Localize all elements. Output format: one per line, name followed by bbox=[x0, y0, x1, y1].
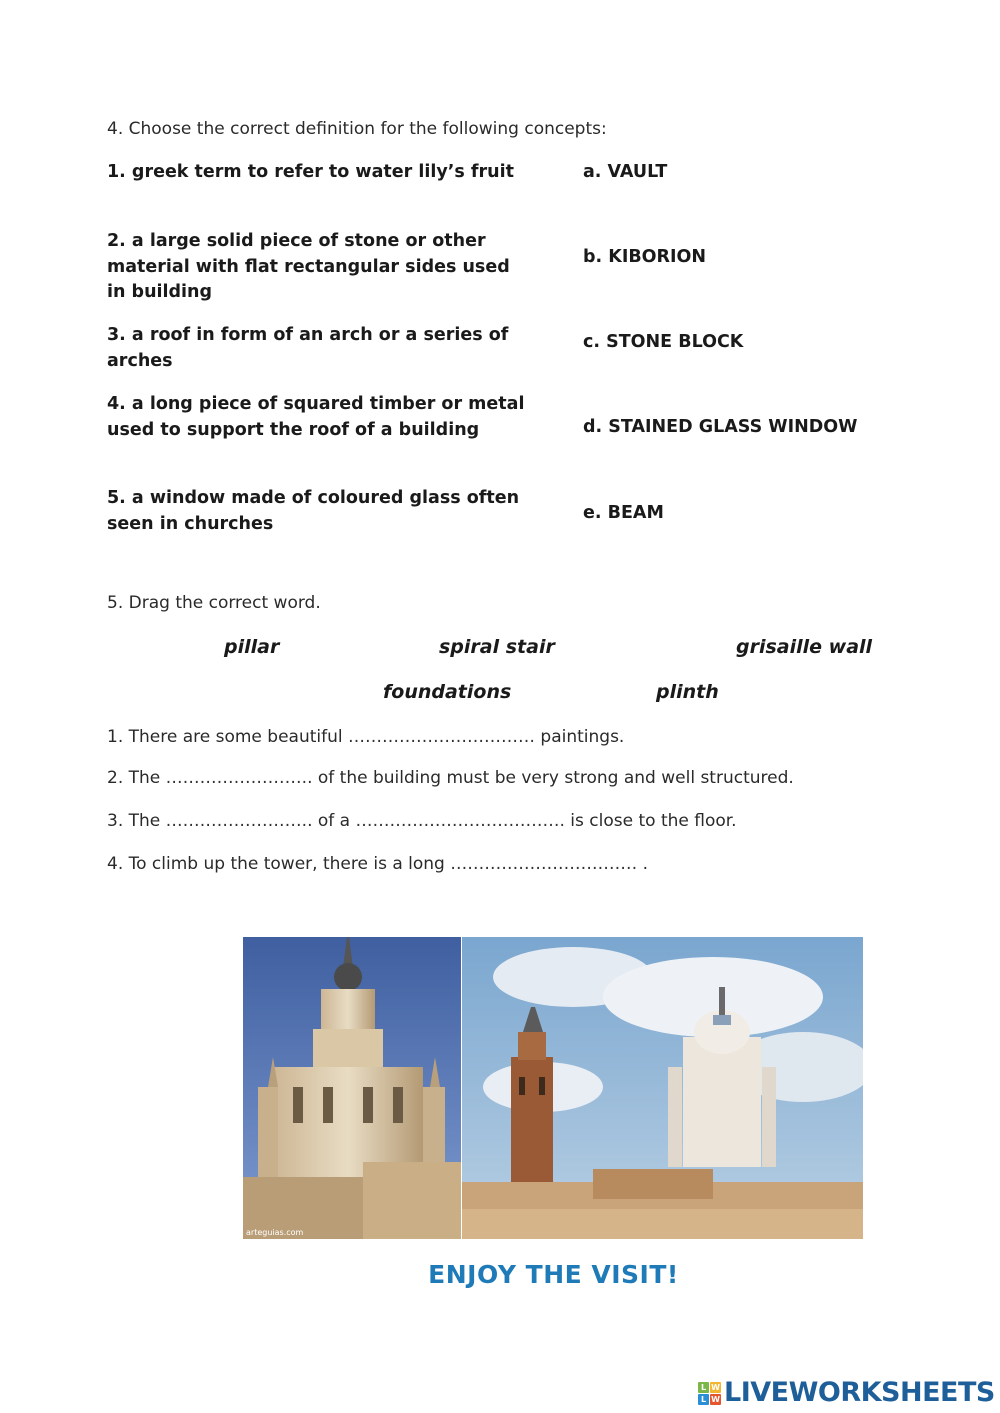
liveworksheets-logo-icon bbox=[698, 1382, 721, 1405]
option-c[interactable]: c. STONE BLOCK bbox=[583, 332, 744, 352]
liveworksheets-logo[interactable] bbox=[698, 1378, 995, 1408]
definition-2: 2. a large solid piece of stone or other material with flat rectangular sides used in building bbox=[107, 231, 510, 302]
sentence-3-blank-1[interactable]: ……………………. bbox=[165, 811, 308, 831]
option-b[interactable]: b. KIBORION bbox=[583, 247, 707, 267]
enjoy-the-visit-banner: ENJOY THE VISIT! bbox=[428, 1260, 679, 1289]
logo-tile-yellow: W bbox=[711, 1382, 720, 1392]
exercise-4-heading: 4. Choose the correct definition for the following concepts: bbox=[107, 119, 607, 139]
sentence-3-text-c: is close to the floor. bbox=[564, 811, 737, 831]
option-a[interactable]: a. VAULT bbox=[583, 162, 668, 182]
drag-word-foundations[interactable]: foundations bbox=[383, 681, 512, 703]
sentence-3-text-b: . of a bbox=[307, 811, 356, 831]
sentence-2-blank[interactable]: ……………………. bbox=[165, 768, 308, 788]
sentence-4-text-b: . bbox=[637, 854, 649, 874]
cathedral-photo bbox=[243, 937, 863, 1239]
sentence-4 bbox=[107, 854, 648, 874]
definition-4: 4. a long piece of squared timber or metal used to support the roof of a building bbox=[107, 394, 525, 440]
sentence-1-text-a: 1. There are some beautiful bbox=[107, 727, 349, 747]
photo-credit: arteguias.com bbox=[246, 1228, 304, 1237]
sentence-1-text-b: paintings. bbox=[535, 727, 625, 747]
logo-tile-blue: L bbox=[698, 1394, 709, 1405]
drag-word-plinth[interactable]: plinth bbox=[656, 681, 719, 703]
sentence-1-blank[interactable]: …………………………… bbox=[348, 727, 536, 747]
exercise-5-heading: 5. Drag the correct word. bbox=[107, 593, 321, 613]
definition-5: 5. a window made of coloured glass often seen in churches bbox=[107, 488, 520, 534]
definition-3: 3. a roof in form of an arch or a series of arches bbox=[107, 325, 509, 371]
definition-1: 1. greek term to refer to water lily’s fruit bbox=[107, 162, 514, 182]
drag-word-spiral-stair[interactable]: spiral stair bbox=[439, 636, 555, 658]
sentence-4-blank[interactable]: …………………………… bbox=[450, 854, 638, 874]
logo-tile-red: W bbox=[711, 1394, 720, 1404]
cathedral-photo-collage bbox=[243, 937, 863, 1239]
sentence-4-text-a: 4. To climb up the tower, there is a long bbox=[107, 854, 451, 874]
logo-tile-green: L bbox=[698, 1382, 709, 1393]
option-d[interactable]: d. STAINED GLASS WINDOW bbox=[583, 417, 858, 437]
sentence-3-text-a: 3. The bbox=[107, 811, 166, 831]
drag-word-grisaille-wall[interactable]: grisaille wall bbox=[736, 636, 873, 658]
sentence-2 bbox=[107, 768, 794, 788]
sentence-2-text-a: 2. The bbox=[107, 768, 166, 788]
liveworksheets-wordmark: LIVEWORKSHEETS bbox=[724, 1377, 995, 1408]
option-e[interactable]: e. BEAM bbox=[583, 503, 664, 523]
sentence-1 bbox=[107, 727, 624, 747]
drag-word-pillar[interactable]: pillar bbox=[224, 636, 280, 658]
sentence-3-blank-2[interactable]: ………………………………. bbox=[355, 811, 565, 831]
sentence-2-text-b: . of the building must be very strong and well structured. bbox=[307, 768, 794, 788]
sentence-3 bbox=[107, 811, 737, 831]
